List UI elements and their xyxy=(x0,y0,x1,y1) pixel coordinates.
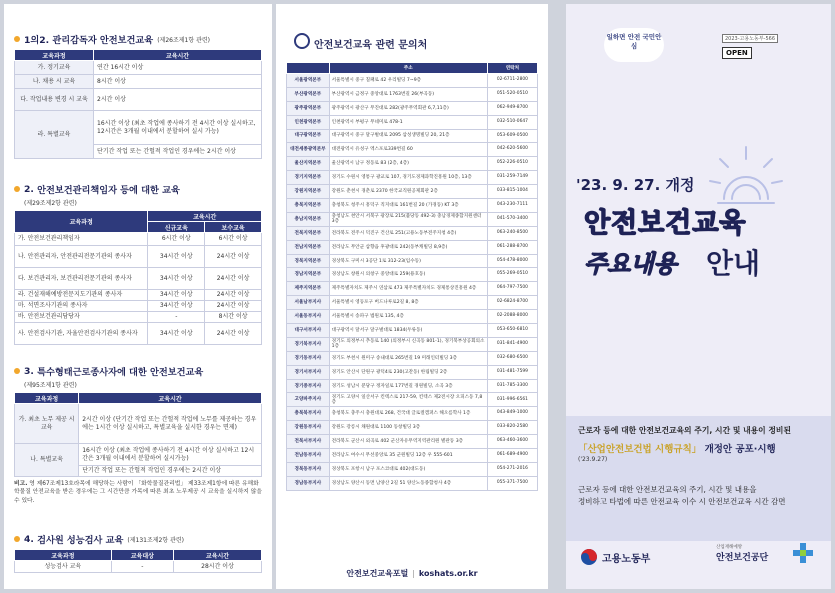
contact-row xyxy=(287,462,538,476)
office-address: 부산광역시 금정구 중앙대로 1763번길 26(부곡동) xyxy=(329,87,487,101)
contact-row xyxy=(287,115,538,129)
office-name: 울산지역본부 xyxy=(287,157,330,171)
contact-row xyxy=(287,101,538,115)
office-address: 인천광역시 부평구 무네미로 478-1 xyxy=(329,115,487,129)
office-name: 대구광역본부 xyxy=(287,129,330,143)
office-name: 전북지역본부 xyxy=(287,226,330,240)
office-address: 전라북도 전주시 덕진구 건산로 251(고용노동부전주지청 4층) xyxy=(329,226,487,240)
cover-title: 안전보건교육 xyxy=(584,208,747,239)
office-name: 강원지역본부 xyxy=(287,185,330,199)
office-phone[interactable]: 053-609-0500 xyxy=(487,129,537,143)
cover-subtitle-main: 주요내용 xyxy=(584,250,677,278)
office-name: 경기동부지사 xyxy=(287,351,330,365)
office-address: 서울특별시 송파구 법원로 135, 4층 xyxy=(329,310,487,324)
table-contacts: 주소 연락처 서울광역본부 서울특별시 중구 칠패로 42 우리빌딩 7~9층 02-6711-2800 부산광역본부 부산광역시 금정구 중앙대로 1763번길 26(부곡동) 051-520-0510 광주광역본부 광주광역시 광산구 무진대로 282(광주무역회관 6,7,11층) 062-949-8700 인천광역본부 인천광역시 부평구 무네미로 478-1 032-510-0647 대구광역본부 대구광역시 중구 달구벌대로 2095 삼성생명빌딩 20, 21층 053-609-0500 대전세종광역본부 대전광역시 유성구 엑스포로339번길 60 042-620-5600 울산지역본부 울산광역시 남구 정동로 83 (2층, 4층) 052-226-0510 경기지역본부 경기도 수원시 영통구 광교로 107, 경기도경제과학진흥원 10층, 13층 031-259-7149 강원지역본부 강원도 춘천시 경춘로 2370 한국교직원공제회관 2층 033-815-1004 충북지역본부 충청북도 청주시 흥덕구 직지대로 161번길 20 (가경동) KT 3층 043-230-7111 충남지역본부 충청남도 천안시 서북구 광장로 215(불당동 492-3) 충남경제종합지원센터 3층 041-570-3400 전북지역본부 전라북도 전주시 덕진구 건산로 251(고용노동부전주지청 4층) 063-240-8500 전남지역본부 전라남도 무안군 삼향읍 후광대로 242(동부캐빌딩 8,9층) 061-288-8700 경북지역본부 경상북도 구미시 3공단 1로 312-23(임수동) 054-478-8000 경남지역본부 경상남도 창원시 의창구 중앙대로 259(용호동) 055-269-0510 제주지역본부 제주특별자치도 제주시 연삼로 473 제주특별자치도 경제통상진흥원 4층 064-797-7500 서울남부지사 서울특별시 영등포구 버드나루로2길 8, 8층 02-6824-8700 서울동부지사 서울특별시 송파구 법원로 135, 4층 02-2088-8000 대구서부지사 대구광역시 달서구 달구벌대로 1834(두류동) 053-650-6810 경기북부지사 경기도 의정부시 추동로 140 (의정부시 신곡동 801-1), 경기북부상공회의소 1층 031-841-4900 경기동부지사 경기도 부천시 원미구 송내대로 265번길 19 미래인터빌딩 3층 032-680-6500 경기서부지사 경기도 안산시 단원구 광덕4로 230(고잔동) 한림빌딩 2층 031-481-7599 경기중부지사 경기도 성남시 분당구 정자일로 177번길 경원빌딩, 소곡 3층 031-785-3300 고양파주지사 경기도 고양시 일산서구 킨텍스로 217-59, 킨텍스 제2전시장 오피스동 7,8층 031-996-6561 충북북부지사 충청북도 충주시 충원대로 268, 건국대 글로컬캠퍼스 해오름학사 1층 043-849-1000 강원동부지사 강원도 강릉시 채원대로 1100 동창빌딩 3층 033-820-2580 전북서부지사 전라북도 군산시 외곡로 402 군산자유무역지역관리원 별관동 3층 063-460-3600 전남동부지사 전라남도 여수시 무선중앙로 35 군원빌딩 12층 우 555-601 061-689-4900 경북동부지사 경상북도 포항시 남구 포스코대로 402(대도동) 054-271-2016 경남동부지사 경상남도 양산시 동면 남양산 2길 51 양산노동종합청사 4층 055-371-7500 xyxy=(286,62,538,491)
office-name: 경북동부지사 xyxy=(287,462,330,476)
office-name: 전북서부지사 xyxy=(287,435,330,449)
office-address: 경기도 성남시 분당구 정자일로 177번길 경원빌딩, 소곡 3층 xyxy=(329,379,487,393)
summary-heading: 「산업안전보건법 시행규칙」 개정안 공포·시행 xyxy=(578,444,776,455)
office-phone[interactable]: 064-797-7500 xyxy=(487,282,537,296)
office-phone[interactable]: 031-259-7149 xyxy=(487,171,537,185)
office-name: 경남동부지사 xyxy=(287,476,330,490)
office-phone[interactable]: 031-785-3300 xyxy=(487,379,537,393)
contact-row xyxy=(287,365,538,379)
office-address: 경상남도 창원시 의창구 중앙대로 259(용호동) xyxy=(329,268,487,282)
office-address: 제주특별자치도 제주시 연삼로 473 제주특별자치도 경제통상진흥원 4층 xyxy=(329,282,487,296)
bullet-icon xyxy=(14,186,20,192)
contact-row xyxy=(287,393,538,407)
table-inspector: 교육과정 교육대상 교육시간 성능검사 교육 - 28시간 이상 xyxy=(14,549,262,573)
office-phone[interactable]: 032-510-0647 xyxy=(487,115,537,129)
office-phone[interactable]: 051-520-0510 xyxy=(487,87,537,101)
office-address: 경기도 부천시 원미구 송내대로 265번길 19 미래인터빌딩 3층 xyxy=(329,351,487,365)
portal-name: 안전보건교육포털 xyxy=(346,569,409,578)
contact-row xyxy=(287,240,538,254)
office-phone[interactable]: 063-460-3600 xyxy=(487,435,537,449)
office-address: 대전광역시 유성구 엑스포로339번길 60 xyxy=(329,143,487,157)
office-name: 충북북부지사 xyxy=(287,407,330,421)
section-inspector: 4. 검사원 성능검사 교육 (제131조제2항 관련) 교육과정 교육대상 교육시간 성능검사 교육 - 28시간 이상 xyxy=(14,532,262,573)
cover-subtitle-guide: 안내 xyxy=(706,247,761,280)
office-phone[interactable]: 053-650-6810 xyxy=(487,324,537,338)
office-address: 경상북도 구미시 3공단 1로 312-23(임수동) xyxy=(329,254,487,268)
office-phone[interactable]: 031-481-7599 xyxy=(487,365,537,379)
office-address: 충청북도 충주시 충원대로 268, 건국대 글로컬캠퍼스 해오름학사 1층 xyxy=(329,407,487,421)
campaign-logo: 일하면 안전 국민안심 xyxy=(604,28,664,62)
office-name: 전남동부지사 xyxy=(287,449,330,463)
office-name: 경기중부지사 xyxy=(287,379,330,393)
contacts-title: 안전보건교육 관련 문의처 xyxy=(314,40,428,51)
office-name: 부산광역본부 xyxy=(287,87,330,101)
contact-row xyxy=(287,310,538,324)
office-address: 강원도 강릉시 채원대로 1100 동창빌딩 3층 xyxy=(329,421,487,435)
office-name: 서울광역본부 xyxy=(287,74,330,88)
office-phone[interactable]: 02-6711-2800 xyxy=(487,74,537,88)
office-phone[interactable]: 055-269-0510 xyxy=(487,268,537,282)
contact-row xyxy=(287,449,538,463)
office-address: 강원도 춘천시 경춘로 2370 한국교직원공제회관 2층 xyxy=(329,185,487,199)
office-name: 경기북부지사 xyxy=(287,337,330,351)
office-name: 대전세종광역본부 xyxy=(287,143,330,157)
office-phone[interactable]: 042-620-5600 xyxy=(487,143,537,157)
office-address: 서울특별시 중구 칠패로 42 우리빌딩 7~9층 xyxy=(329,74,487,88)
office-phone[interactable]: 054-478-8000 xyxy=(487,254,537,268)
portal-url[interactable]: koshats.or.kr xyxy=(418,569,478,578)
contact-row xyxy=(287,296,538,310)
contact-row xyxy=(287,143,538,157)
office-name: 강원동부지사 xyxy=(287,421,330,435)
office-name: 경기서부지사 xyxy=(287,365,330,379)
kosha-cross-icon xyxy=(792,542,814,564)
office-address: 충청남도 천안시 서북구 광장로 215(불당동 492-3) 충남경제종합지원센터 3층 xyxy=(329,212,487,226)
headset-icon xyxy=(294,33,310,49)
contact-row xyxy=(287,435,538,449)
office-phone[interactable]: 054-271-2016 xyxy=(487,462,537,476)
office-phone[interactable]: 043-230-7111 xyxy=(487,199,537,213)
bullet-icon xyxy=(14,36,20,42)
office-phone[interactable]: 02-2088-8000 xyxy=(487,310,537,324)
section-manager: 2. 안전보건관리책임자 등에 대한 교육 (제29조제2항 관련) 교육과정 교육시간 신규교육 보수교육 가. 안전보건관리책임자 6시간 이상 6시간 이상 나. 안전관리자, 안전관리전문기관의 종사자 34시간 이상 24시간 이상 다. 보건관리자, 보건관리전문기관의 종사자 34시간 이상 24시간 이상 라. 건설재해예방전문지도기관의 종사자 34시간 이상 24시간 이상 마. 석면조사기관의 종사자 34시간 이상 24시간 이상 바. 안전보건관리담당자 - 8시간 이상 사. 안전검사기관, 자율안전검사기관의 종사자 34시간 이상 24시간 이상 xyxy=(14,182,262,345)
office-name: 경기지역본부 xyxy=(287,171,330,185)
section-supervisor: 1의2. 관리감독자 안전보건교육 (제26조제1항 관련) 교육과정 교육시간 가. 정기교육 연간 16시간 이상 나. 채용 시 교육 8시간 이상 다. 작업내용 변경 시 교육 2시간 이상 라. 특별교육 16시간 이상 (최초 작업에 종사하기 전 4시간 이상 실시하고, 12시간은 3개월 이내에서 분할하여 실시 가능) 단기간 작업 또는 간헐적 작업인 경우에는 2시간 이상 xyxy=(14,32,262,159)
section-special-workers: 3. 특수형태근로종사자에 대한 안전보건교육 (제95조제1항 관련) 교육과정 교육시간 가. 최초 노무 제공 시 교육 2시간 이상 (단기간 작업 또는 간헐적 작업에 노무를 제공하는 경우에는 1시간 이상 실시하고, 특별교육을 실시한 경우는 면제) 나. 특별교육 16시간 이상 (최초 작업에 종사하기 전 4시간 이상 실시하고 12시간은 3개월 이내에서 분할하여 실시가능) 단기간 작업 또는 간헐적 작업인 경우에는 2시간 이상 비고. 영 제67조제13호라목에 해당하는 사람이 「화학물질관리법」 제33조제1항에 따른 유해화학물질 안전교육을 받은 경우에는 그 시간만큼 가목에 따른 최초 노무제공 시 교육을 실시하지 않을 수 있다. xyxy=(14,365,262,504)
office-name: 충남지역본부 xyxy=(287,212,330,226)
office-address: 경기도 의정부시 추동로 140 (의정부시 신곡동 801-1), 경기북부상공회의소 1층 xyxy=(329,337,487,351)
office-address: 서울특별시 영등포구 버드나루로2길 8, 8층 xyxy=(329,296,487,310)
bullet-icon xyxy=(14,536,20,542)
table-manager: 교육과정 교육시간 신규교육 보수교육 가. 안전보건관리책임자 6시간 이상 6시간 이상 나. 안전관리자, 안전관리전문기관의 종사자 34시간 이상 24시간 이상 다. 보건관리자, 보건관리전문기관의 종사자 34시간 이상 24시간 이상 라. 건설재해예방전문지도기관의 종사자 34시간 이상 24시간 이상 마. 석면조사기관의 종사자 34시간 이상 24시간 이상 바. 안전보건관리담당자 - 8시간 이상 사. 안전검사기관, 자율안전검사기관의 종사자 34시간 이상 24시간 이상 xyxy=(14,210,262,345)
summary-date: ('23.9.27) xyxy=(578,456,608,463)
office-phone[interactable]: 033-815-1004 xyxy=(487,185,537,199)
contact-row xyxy=(287,407,538,421)
contact-row xyxy=(287,199,538,213)
office-phone[interactable]: 031-841-4900 xyxy=(487,337,537,351)
contact-row xyxy=(287,268,538,282)
contact-row xyxy=(287,212,538,226)
office-name: 서울동부지사 xyxy=(287,310,330,324)
summary-text: 근로자 등에 대한 안전보건교육의 주기, 시간 및 내용을 정비하고 타법에 따른 안전교육 이수 시 안전보건교육 시간 감면 xyxy=(578,485,786,507)
office-address: 울산광역시 남구 정동로 83 (2층, 4층) xyxy=(329,157,487,171)
contact-row xyxy=(287,282,538,296)
contact-row xyxy=(287,157,538,171)
office-address: 경기도 고양시 일산서구 킨텍스로 217-59, 킨텍스 제2전시장 오피스동 7,8층 xyxy=(329,393,487,407)
office-phone[interactable]: 031-996-6561 xyxy=(487,393,537,407)
office-name: 서울남부지사 xyxy=(287,296,330,310)
contact-row xyxy=(287,324,538,338)
office-name: 인천광역본부 xyxy=(287,115,330,129)
office-phone[interactable]: 055-371-7500 xyxy=(487,476,537,490)
office-name: 경북지역본부 xyxy=(287,254,330,268)
office-name: 제주지역본부 xyxy=(287,282,330,296)
office-address: 충청북도 청주시 흥덕구 직지대로 161번길 20 (가경동) KT 3층 xyxy=(329,199,487,213)
office-phone[interactable]: 062-949-8700 xyxy=(487,101,537,115)
revision-date: '23. 9. 27. 개정 xyxy=(576,176,695,194)
office-address: 광주광역시 광산구 무진대로 282(광주무역회관 6,7,11층) xyxy=(329,101,487,115)
contact-row xyxy=(287,476,538,490)
open-license-badge: OPEN xyxy=(722,47,752,59)
office-address: 경상남도 양산시 동면 남양산 2길 51 양산노동종합청사 4층 xyxy=(329,476,487,490)
office-address: 경상북도 포항시 남구 포스코대로 402(대도동) xyxy=(329,462,487,476)
office-phone[interactable]: 052-226-0510 xyxy=(487,157,537,171)
contact-row xyxy=(287,171,538,185)
office-address: 경기도 안산시 단원구 광덕4로 230(고잔동) 한림빌딩 2층 xyxy=(329,365,487,379)
panel-contacts xyxy=(276,4,548,589)
kosha-logo: 산업재해예방 안전보건공단 xyxy=(716,545,769,563)
taegeuk-icon xyxy=(580,548,598,566)
office-address: 대구광역시 중구 달구벌대로 2095 삼성생명빌딩 20, 21층 xyxy=(329,129,487,143)
table-special-workers: 교육과정 교육시간 가. 최초 노무 제공 시 교육 2시간 이상 (단기간 작업 또는 간헐적 작업에 노무를 제공하는 경우에는 1시간 이상 실시하고, 특별교육을 실시한 경우는 면제) 나. 특별교육 16시간 이상 (최초 작업에 종사하기 전 4시간 이상 실시하고 12시간은 3개월 이내에서 분할하여 실시가능) 단기간 작업 또는 간헐적 작업인 경우에는 2시간 이상 xyxy=(14,392,262,477)
office-phone[interactable]: 061-689-4900 xyxy=(487,449,537,463)
remark: 비고. 영 제67조제13호라목에 해당하는 사람이 「화학물질관리법」 제33조제1항에 따른 유해화학물질 안전교육을 받은 경우에는 그 시간만큼 가목에 따른 최초 노무제공 시 교육을 실시하지 않을 수 있다. xyxy=(14,481,262,504)
office-address: 전라남도 무안군 삼향읍 후광대로 242(동부캐빌딩 8,9층) xyxy=(329,240,487,254)
contact-row xyxy=(287,226,538,240)
contact-row xyxy=(287,379,538,393)
office-name: 대구서부지사 xyxy=(287,324,330,338)
summary-lead: 근로자 등에 대한 안전보건교육의 주기, 시간 및 내용이 정비된 xyxy=(578,426,791,435)
office-name: 고양파주지사 xyxy=(287,393,330,407)
office-address: 전라남도 여수시 무선중앙로 35 군원빌딩 12층 우 555-601 xyxy=(329,449,487,463)
office-address: 경기도 수원시 영통구 광교로 107, 경기도경제과학진흥원 10층, 13층 xyxy=(329,171,487,185)
contact-row xyxy=(287,254,538,268)
office-address: 대구광역시 달서구 달구벌대로 1834(두류동) xyxy=(329,324,487,338)
contact-row xyxy=(287,129,538,143)
office-phone[interactable]: 02-6824-8700 xyxy=(487,296,537,310)
publication-number: 2023-고용노동부-566 xyxy=(722,34,778,43)
office-phone[interactable]: 033-820-2580 xyxy=(487,421,537,435)
office-name: 광주광역본부 xyxy=(287,101,330,115)
panel-education-tables xyxy=(4,4,272,589)
contact-row xyxy=(287,185,538,199)
table-supervisor: 교육과정 교육시간 가. 정기교육 연간 16시간 이상 나. 채용 시 교육 8시간 이상 다. 작업내용 변경 시 교육 2시간 이상 라. 특별교육 16시간 이상 (최초 작업에 종사하기 전 4시간 이상 실시하고, 12시간은 3개월 이내에서 분할하여 실시 가능) 단기간 작업 또는 간헐적 작업인 경우에는 2시간 이상 xyxy=(14,49,262,159)
contact-row xyxy=(287,337,538,351)
contact-row xyxy=(287,87,538,101)
office-phone[interactable]: 041-570-3400 xyxy=(487,212,537,226)
office-name: 충북지역본부 xyxy=(287,199,330,213)
bullet-icon xyxy=(14,368,20,374)
moel-logo: 고용노동부 xyxy=(580,548,650,566)
contact-row xyxy=(287,421,538,435)
office-address: 전라북도 군산시 외곡로 402 군산자유무역지역관리원 별관동 3층 xyxy=(329,435,487,449)
office-phone[interactable]: 063-240-8500 xyxy=(487,226,537,240)
office-phone[interactable]: 061-288-8700 xyxy=(487,240,537,254)
office-name: 경남지역본부 xyxy=(287,268,330,282)
contact-row xyxy=(287,74,538,88)
office-phone[interactable]: 043-849-1000 xyxy=(487,407,537,421)
portal-footer: 안전보건교육포털 | koshats.or.kr xyxy=(346,569,478,578)
contact-row xyxy=(287,351,538,365)
panel-cover xyxy=(566,4,831,589)
office-phone[interactable]: 032-680-6500 xyxy=(487,351,537,365)
office-name: 전남지역본부 xyxy=(287,240,330,254)
